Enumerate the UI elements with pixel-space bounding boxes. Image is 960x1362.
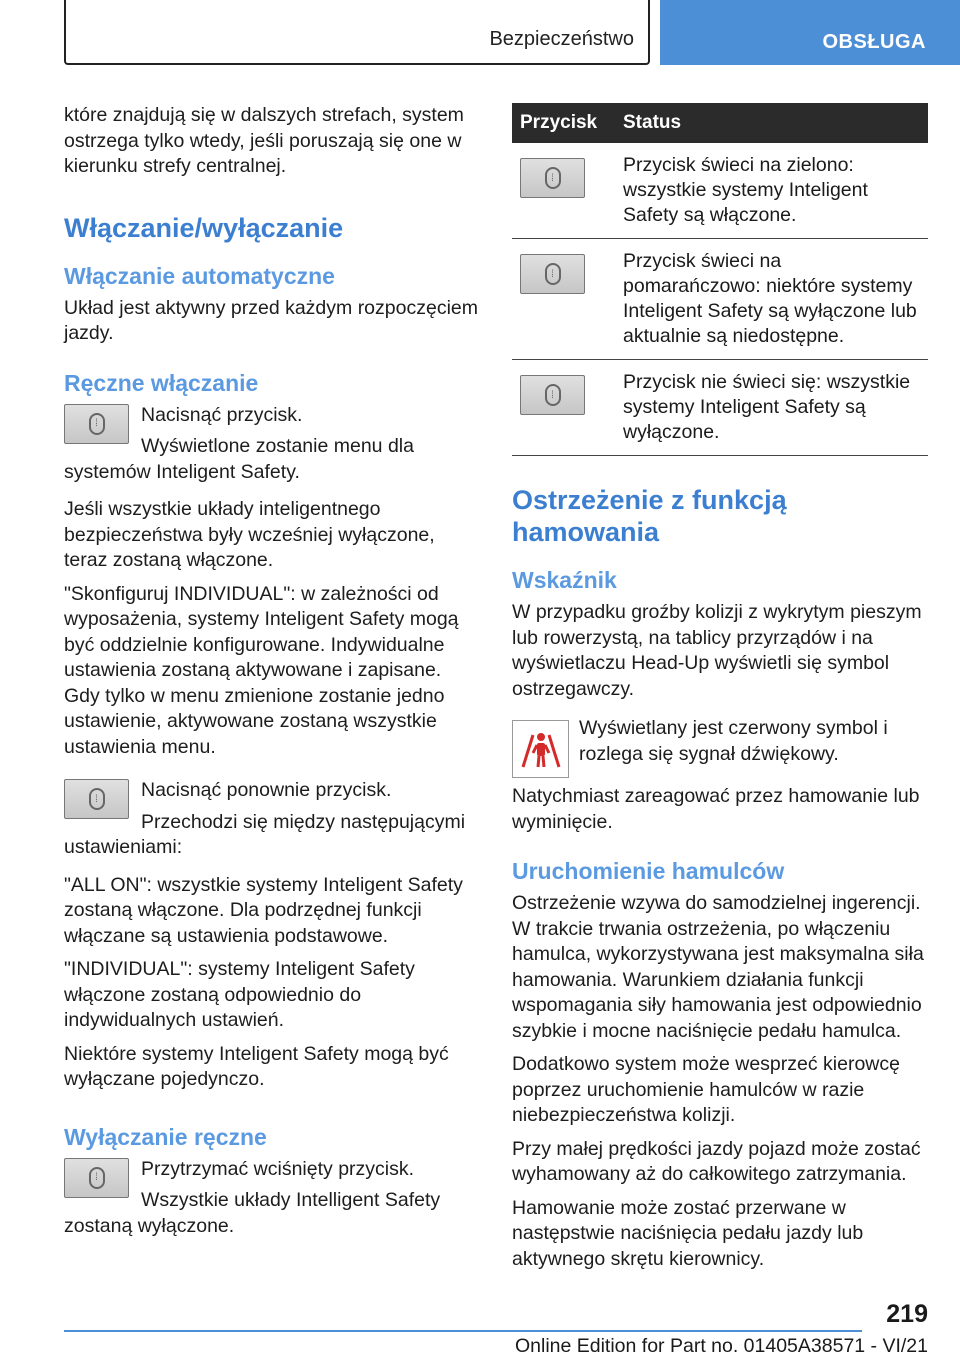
hold-button-text: Przytrzymać wciśnięty przycisk. xyxy=(141,1157,415,1180)
status-cell: Przycisk nie świeci się: wszystkie systemy Inteligent Safety są wyłączone. xyxy=(615,360,928,456)
some-individually-text: Niektóre systemy Inteligent Safety mogą być wyłączane pojedynczo. xyxy=(64,1042,449,1090)
react-text: Natychmiast zareagować przez hamowanie lub wyminięcie. xyxy=(512,785,920,833)
header-section-box xyxy=(64,0,650,65)
brake-paragraph-4: Hamowanie może zostać przerwane w następstwie naciśnięcia pedału jazdy lub aktywnego skrętu kierownicy. xyxy=(512,1196,864,1270)
brake-paragraph-3: Przy małej prędkości jazdy pojazd może zostać wyhamowany aż do całkowitego zatrzymania. xyxy=(512,1137,921,1185)
hold-button-instruction xyxy=(64,1157,479,1246)
right-column xyxy=(512,103,928,1280)
intelligent-safety-button-icon: ⁞ xyxy=(64,1158,129,1198)
if-all-off-text: Jeśli wszystkie układy inteligentnego bezpieczeństwa były wcześniej wyłączone, teraz zostaną włączone. xyxy=(64,498,435,571)
chapter-tab-label: OBSŁUGA xyxy=(822,31,926,53)
table-row xyxy=(512,360,928,456)
col-status-header: Status xyxy=(615,103,928,143)
warning-symbol-row xyxy=(512,716,928,778)
press-button-instruction xyxy=(64,403,479,492)
press-again-instruction xyxy=(64,778,479,867)
press-button-text: Nacisnąć przycisk. xyxy=(141,403,303,426)
heading-auto-on: Włączanie automatyczne xyxy=(64,262,335,289)
heading-brake-warning: Ostrzeżenie z funkcją hamowania xyxy=(512,485,787,547)
table-row xyxy=(512,239,928,360)
button-status-table xyxy=(512,103,928,456)
heading-manual-on: Ręczne włączanie xyxy=(64,369,259,396)
intelligent-safety-button-icon: ⁞ xyxy=(520,375,585,415)
table-header-row xyxy=(512,103,928,143)
section-title: Bezpieczeństwo xyxy=(489,28,634,50)
table-row xyxy=(512,143,928,239)
heading-indicator: Wskaźnik xyxy=(512,567,617,593)
intelligent-safety-button-icon: ⁞ xyxy=(64,779,129,819)
intelligent-safety-button-icon: ⁞ xyxy=(520,254,585,294)
chapter-tab[interactable] xyxy=(660,0,960,65)
footer-edition: Online Edition for Part no. 01405A38571 - VI/21 xyxy=(514,1335,928,1357)
indicator-text: W przypadku groźby kolizji z wykrytym pieszym lub rowerzystą, na tablicy przyrządów i na wyświetlaczu Head-Up wyświetli się symbol ostrzegawczy. xyxy=(512,601,922,700)
brake-paragraph-1: Ostrzeżenie wzywa do samodzielnej ingerencji. W trakcie trwania ostrzeżenia, po włączeniu hamulca, wykorzystywana jest maksymalna siła hamowania. Warunkiem działania funkcji wspomagania siły hamowania jest odpowiednio szybkie i mocne naciśnięcie pedału hamulca. xyxy=(512,892,924,1042)
heading-manual-off: Wyłączanie ręczne xyxy=(64,1123,267,1150)
switches-between-text: Przechodzi się między następującymi ustawieniami: xyxy=(64,810,466,858)
status-cell: Przycisk świeci na pomarańczowo: niektóre systemy Inteligent Safety są wyłączone lub aktualnie są niedostępne. xyxy=(615,239,928,360)
all-on-text: "ALL ON": wszystkie systemy Inteligent Safety zostaną włączone. Dla podrzędnej funkcji włączane są ustawienia podstawowe. xyxy=(64,873,463,947)
left-column xyxy=(64,103,479,1251)
page-number: 219 xyxy=(886,1300,928,1328)
col-button-header: Przycisk xyxy=(512,103,615,143)
press-again-text: Nacisnąć ponownie przycisk. xyxy=(141,779,392,801)
intro-paragraph: które znajdują się w dalszych strefach, system ostrzega tylko wtedy, jeśli poruszają się one w kierunku strefy centralnej. xyxy=(64,104,464,177)
intelligent-safety-button-icon: ⁞ xyxy=(520,158,585,198)
intelligent-safety-button-icon: ⁞ xyxy=(64,404,129,444)
footer-divider xyxy=(64,1330,862,1332)
menu-shown-text: Wyświetlone zostanie menu dla systemów Inteligent Safety. xyxy=(64,435,414,483)
heading-on-off: Włączanie/wyłączanie xyxy=(64,212,344,243)
pedestrian-warning-icon xyxy=(512,720,569,778)
heading-brake-activation: Uruchomienie hamulców xyxy=(512,858,785,884)
individual-text: "INDIVIDUAL": systemy Inteligent Safety włączone zostaną odpowiednio do indywidualnych ustawień. xyxy=(64,958,415,1031)
auto-on-text: Układ jest aktywny przed każdym rozpoczęciem jazdy. xyxy=(64,296,478,344)
brake-paragraph-2: Dodatkowo system może wesprzeć kierowcę poprzez uruchomienie hamulców w razie niebezpieczeństwa kolizji. xyxy=(512,1053,900,1126)
configure-individual-text: "Skonfiguruj INDIVIDUAL": w zależności od wyposażenia, systemy Inteligent Safety mogą być oddzielnie konfigurowane. Indywidualne ustawienia zostaną aktywowane i zapisane. Gdy tylko w menu zmienione zostanie jedno ustawienie, aktywowane zostaną wszystkie ustawienia menu. xyxy=(64,582,459,758)
all-off-text: Wszystkie układy Intelligent Safety zostaną wyłączone. xyxy=(64,1189,441,1237)
warning-symbol-text: Wyświetlany jest czerwony symbol i rozlega się sygnał dźwiękowy. xyxy=(579,717,888,765)
status-cell: Przycisk świeci na zielono: wszystkie systemy Inteligent Safety są włączone. xyxy=(615,143,928,239)
